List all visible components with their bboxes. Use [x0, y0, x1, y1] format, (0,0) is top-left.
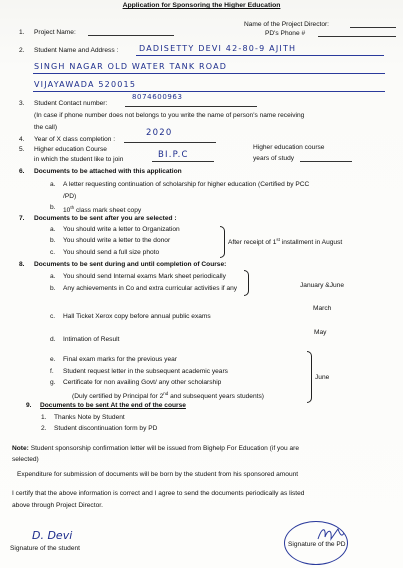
q8-ab-brace — [244, 270, 249, 296]
q8-e-marker: e. — [50, 356, 56, 363]
q7-b-text: You should write a letter to the donor — [63, 237, 171, 244]
student-signature: D. Devi — [32, 529, 73, 542]
q6-b-marker: b. — [50, 204, 56, 211]
course-years-label: Higher education course — [253, 144, 325, 151]
q8-c-aside: March — [313, 305, 332, 312]
q9-heading: Documents to be sent At the end of the course — [40, 402, 186, 409]
address-line-1 — [136, 55, 384, 56]
q8-heading: Documents to be sent during and until completion of Course: — [34, 261, 227, 268]
course-label: Higher education Course — [34, 146, 107, 153]
project-name-line — [88, 35, 174, 36]
q9-number: 9. — [26, 402, 32, 409]
course-label-cont: in which the student like to join — [34, 156, 124, 163]
x-class-value: 2020 — [146, 128, 173, 138]
address-line-3 — [33, 91, 385, 92]
q8-b-text: Any achievements in Co and extra curricular activities if any — [63, 285, 238, 292]
q6-a-text-cont: /PD) — [63, 193, 77, 200]
q6-a-text: A letter requesting continuation of scholarship for higher education (Certified by PCC — [63, 181, 310, 188]
q9-item1-marker: 1. — [41, 414, 47, 421]
x-class-label: Year of X class completion : — [34, 136, 116, 143]
q7-a-text: You should write a letter to Organization — [63, 226, 180, 233]
q8-number: 8. — [19, 261, 25, 268]
form-title: Application for Sponsoring the Higher Education — [122, 2, 281, 9]
q8-d-aside: May — [314, 329, 327, 336]
q8-a-marker: a. — [50, 273, 56, 280]
q8-e-text: Final exam marks for the previous year — [63, 356, 177, 363]
q1-number: 1. — [19, 29, 25, 36]
certify-text: I certify that the above information is correct and I agree to send the documents periodically as listed — [12, 490, 305, 497]
student-signature-label: Signature of the student — [10, 545, 81, 552]
q7-a-marker: a. — [50, 226, 56, 233]
student-name-value: DADISETTY DEVI 42-80-9 AJITH — [139, 44, 297, 53]
q8-ab-aside: January &June — [300, 282, 344, 289]
contact-note: (In case if phone number does not belongs to you write the name of person's name receiving — [34, 112, 305, 119]
address-value-2: SINGH NAGAR OLD WATER TANK ROAD — [34, 62, 228, 71]
course-years-line — [300, 161, 352, 162]
q6-b-text: 10th class mark sheet copy — [63, 205, 142, 215]
course-years-label-cont: years of study — [253, 155, 295, 162]
project-name-label: Project Name: — [34, 29, 76, 36]
q6-a-marker: a. — [50, 181, 56, 188]
q9-item2-marker: 2. — [41, 425, 47, 432]
q7-b-marker: b. — [50, 237, 56, 244]
q7-aside: After receipt of 1st installment in August — [228, 237, 343, 247]
q8-d-text: Intimation of Result — [63, 336, 120, 343]
contact-note-cont: the call) — [34, 124, 58, 131]
q7-heading: Documents to be sent after you are selected : — [34, 215, 177, 222]
note-text-cont: selected) — [12, 456, 39, 463]
course-value: BI.P.C — [158, 150, 189, 160]
q3-number: 3. — [19, 100, 25, 107]
q8-efg-brace — [307, 351, 312, 403]
q8-c-marker: c. — [50, 313, 56, 320]
student-name-label: Student Name and Address : — [34, 47, 119, 54]
q7-number: 7. — [19, 215, 25, 222]
director-line — [350, 27, 396, 28]
pd-signature-label: Signature of the PD — [288, 541, 346, 548]
pd-phone-label: PD's Phone # — [265, 30, 306, 37]
q8-g-text-cont: (Duly certified by Principal for 2nd and subsequent years students) — [72, 391, 264, 401]
q5-number: 5. — [19, 146, 25, 153]
x-class-line — [124, 142, 216, 143]
q8-f-marker: f. — [50, 368, 54, 375]
address-value-3: VIJAYAWADA 520015 — [34, 80, 137, 89]
course-line — [152, 161, 214, 162]
q8-g-marker: g. — [50, 379, 56, 386]
q6-number: 6. — [19, 168, 25, 175]
contact-label: Student Contact number: — [34, 100, 108, 107]
pd-phone-line — [318, 36, 396, 37]
q8-c-text: Hall Ticket Xerox copy before annual public exams — [63, 313, 211, 320]
q7-c-marker: c. — [50, 249, 56, 256]
q8-b-marker: b. — [50, 285, 56, 292]
q8-a-text: You should send Internal exams Mark sheet periodically — [63, 273, 226, 280]
director-label: Name of the Project Director: — [244, 21, 330, 28]
contact-line — [125, 106, 257, 107]
q8-efg-aside: June — [315, 374, 330, 381]
certify-text-cont: above through Project Director. — [12, 502, 103, 509]
q6-heading: Documents to be attached with this application — [34, 168, 182, 175]
q7-brace — [220, 226, 225, 258]
q7-c-text: You should send a full size photo — [63, 249, 160, 256]
q8-d-marker: d. — [50, 336, 56, 343]
q8-g-text: Certificate for non availing Govt/ any other scholarship — [63, 379, 222, 386]
q9-item2-text: Student discontinuation form by PD — [54, 425, 158, 432]
contact-value: 8074600963 — [132, 93, 183, 101]
note-text: Note: Student sponsorship confirmation letter will be issued from Bighelp For Education (if you are — [12, 445, 299, 452]
q9-item1-text: Thanks Note by Student — [54, 414, 125, 421]
q2-number: 2. — [19, 47, 25, 54]
address-line-2 — [33, 73, 385, 74]
expenditure-text: Expenditure for submission of documents will be born by the student from his sponsored amount — [17, 471, 299, 478]
q4-number: 4. — [19, 136, 25, 143]
q8-f-text: Student request letter in the subsequent academic years — [63, 368, 228, 375]
